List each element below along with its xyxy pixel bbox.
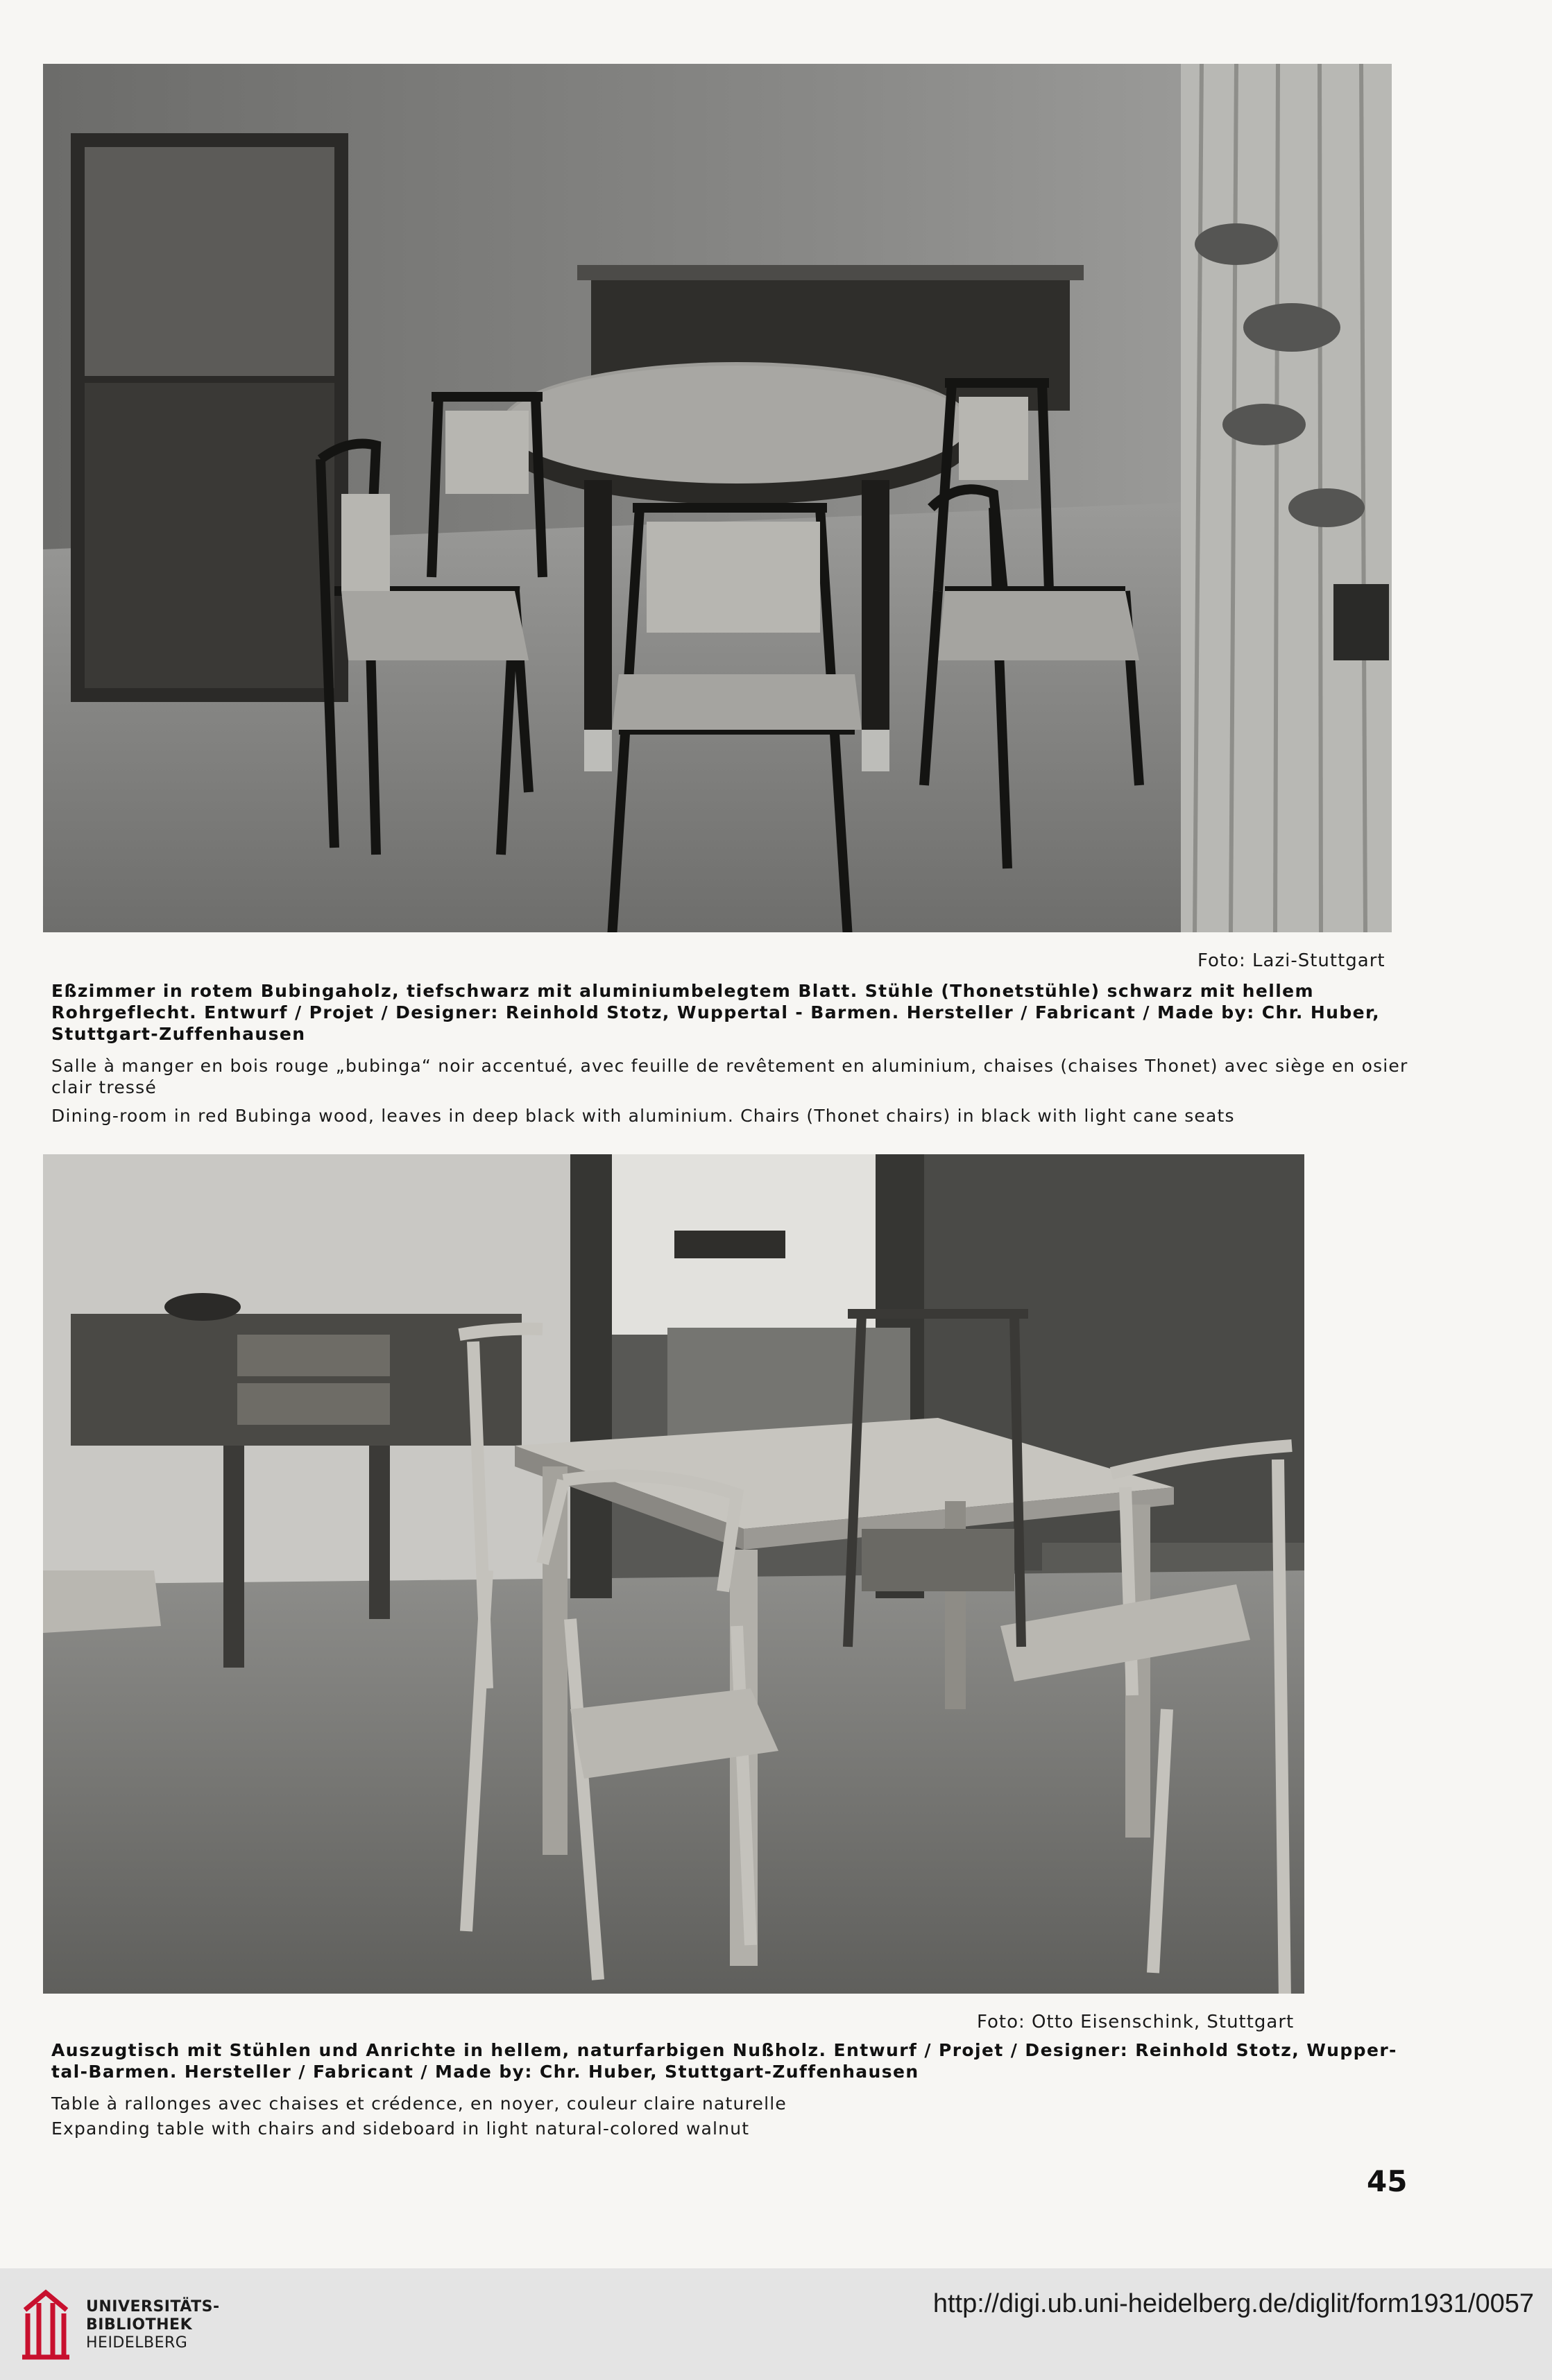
library-footer-bar <box>0 2268 1552 2380</box>
page-number: 45 <box>1367 2164 1408 2198</box>
library-name-line2: BIBLIOTHEK <box>86 2316 193 2334</box>
library-logo-icon[interactable] <box>18 2282 74 2365</box>
caption-french-first: Salle à manger en bois rouge „bubinga“ noir accentué, avec feuille de revêtement en aluminium, chaises (chaises Thonet) avec siège en osier clair tressé <box>51 1056 1408 1097</box>
caption-english-second: Expanding table with chairs and sideboard in light natural-colored walnut <box>51 2118 750 2139</box>
photo-expanding-table <box>43 1154 1304 1994</box>
library-name-line1: UNIVERSITÄTS- <box>86 2298 220 2315</box>
caption-german-second: Auszugtisch mit Stühlen und Anrichte in hellem, naturfarbigen Nußholz. Entwurf / Projet / Designer: Reinhold Stotz, Wupper-tal-Barmen. Hersteller / Fabricant / Made by: Chr. Huber, Stuttgart-Zuffenhausen <box>51 2040 1397 2082</box>
photo-credit-first: Foto: Lazi-Stuttgart <box>1197 950 1385 971</box>
library-name[interactable] <box>86 2298 220 2352</box>
caption-german-first: Eßzimmer in rotem Bubingaholz, tiefschwarz mit aluminiumbelegtem Blatt. Stühle (Thonetstühle) schwarz mit hellem Rohrgeflecht. Entwurf / Projet / Designer: Reinhold Stotz, Wuppertal - Barmen. Hersteller / Fabricant / Made by: Chr. Huber, Stuttgart-Zuffenhausen <box>51 981 1380 1044</box>
digital-library-url-link[interactable]: http://digi.ub.uni-heidelberg.de/diglit/form1931/0057 <box>932 2289 1534 2318</box>
photo-dining-room-round-table <box>43 64 1392 932</box>
photo-credit-second: Foto: Otto Eisenschink, Stuttgart <box>977 2012 1295 2032</box>
library-name-line3: HEIDELBERG <box>86 2334 188 2352</box>
caption-french-second: Table à rallonges avec chaises et crédence, en noyer, couleur claire naturelle <box>51 2094 787 2114</box>
caption-english-first: Dining-room in red Bubinga wood, leaves in deep black with aluminium. Chairs (Thonet chairs) in black with light cane seats <box>51 1106 1235 1126</box>
